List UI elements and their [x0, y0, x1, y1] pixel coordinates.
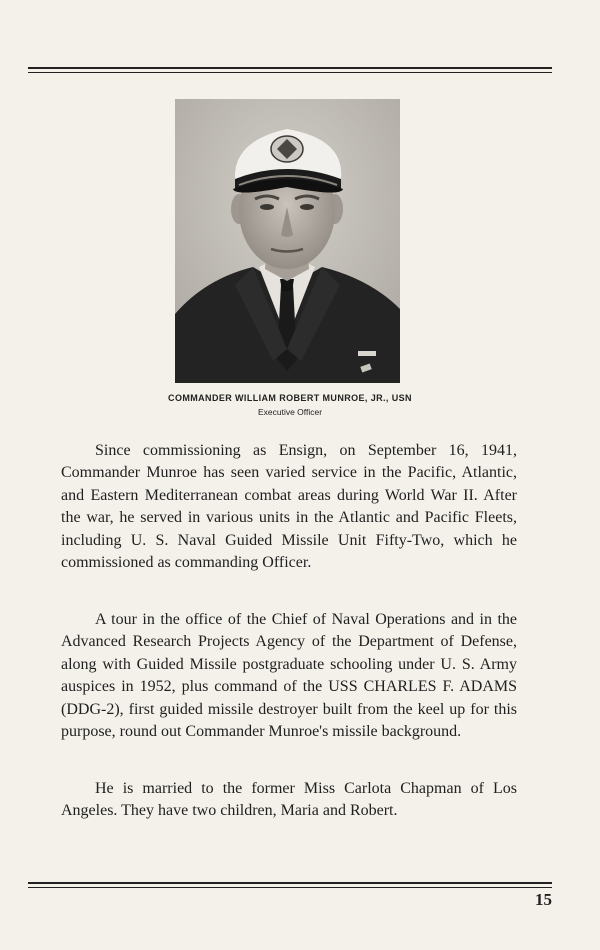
top-rule-inner [28, 72, 552, 73]
biography-paragraph-1: Since commissioning as Ensign, on September 16, 1941, Commander Munroe has seen varied service in the Pacific, Atlantic, and Eastern Mediterranean combat areas during World War II. After the war, he served in various units in the Atlantic and Pacific Fleets, including U. S. Naval Guided Missile Unit Fifty-Two, which he commissioned as commanding Officer. [61, 442, 517, 572]
portrait-photo [175, 99, 400, 383]
biography-paragraph-3: He is married to the former Miss Carlota Chapman of Los Angeles. They have two children, Maria and Robert. [61, 780, 517, 820]
bottom-rule-outer [28, 882, 552, 884]
photo-caption-role: Executive Officer [257, 407, 323, 417]
bottom-rule-inner [28, 887, 552, 888]
biography-paragraph-2: A tour in the office of the Chief of Naval Operations and in the Advanced Research Projects Agency of the Department of Defense, along with Guided Missile postgraduate schooling under U. S. Army auspices in 1952, plus command of the USS CHARLES F. ADAMS (DDG-2), first guided missile destroyer built from the keel up for this purpose, round out Commander Munroe's missile background. [61, 611, 517, 741]
photo-caption-name: COMMANDER WILLIAM ROBERT MUNROE, JR., USN [168, 393, 412, 403]
top-rule-outer [28, 67, 552, 69]
page-number: 15 [535, 890, 552, 909]
